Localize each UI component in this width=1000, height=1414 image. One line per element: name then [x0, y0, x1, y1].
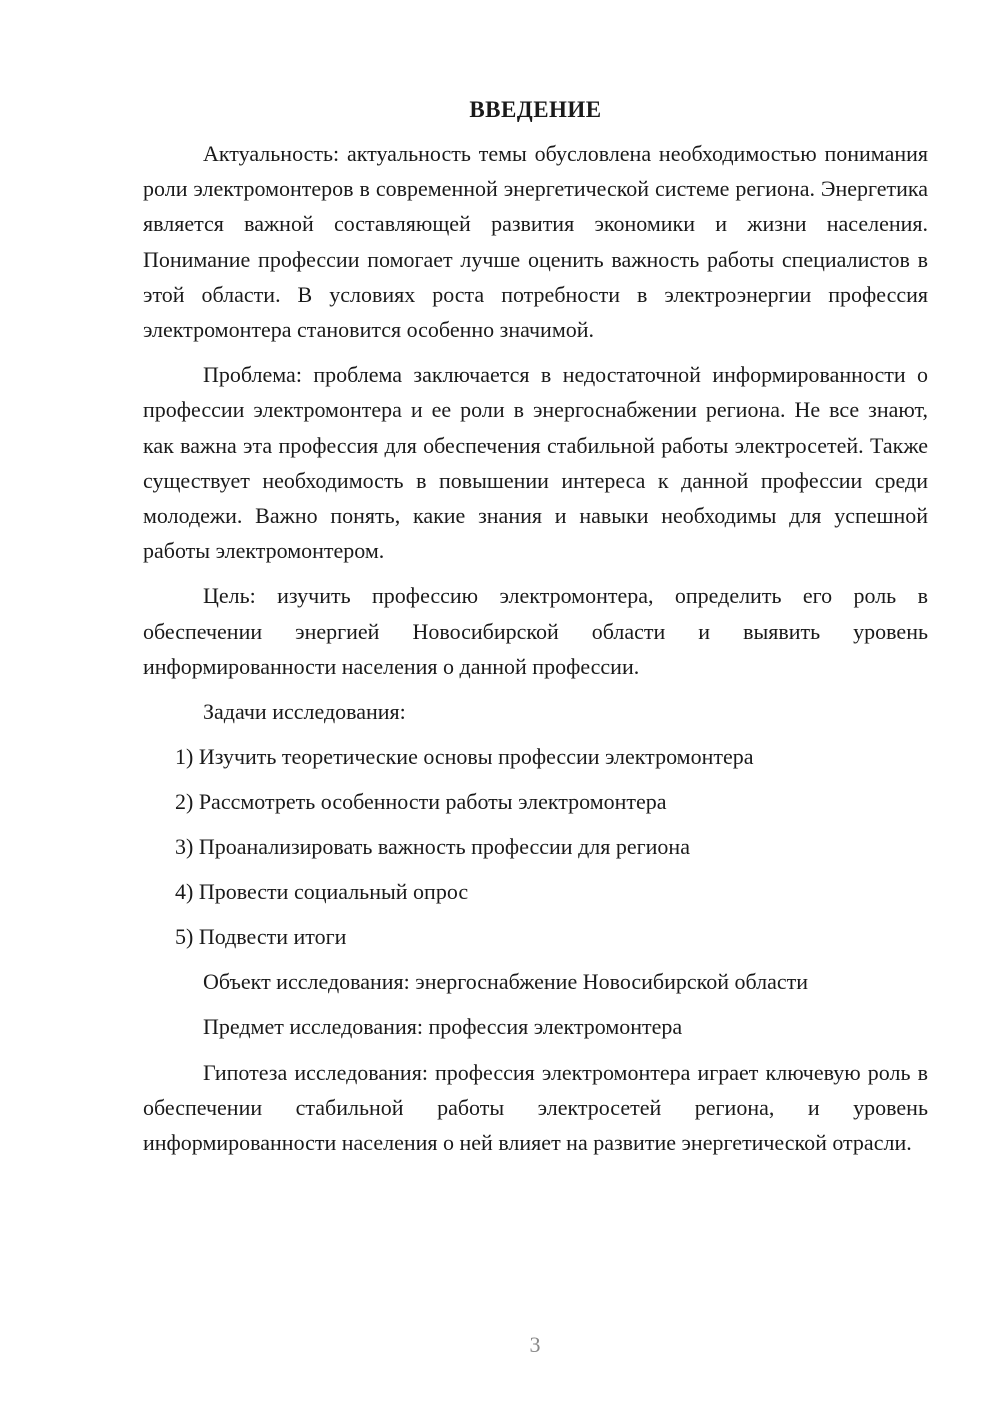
- page-number: 3: [529, 1332, 541, 1357]
- list-item: 3) Проанализировать важность профессии для региона: [175, 834, 690, 860]
- problem-paragraph: Проблема: проблема заключается в недостаточной информированности о профессии электромонтера и ее роли в энергоснабжении региона. Не все знают, как важна эта профессия для обеспечения стабильной работы электросетей. Также существует необходимость в повышении интереса к данной профессии среди молодежи. Важно понять, какие знания и навыки необходимы для успешной работы электромонтером.: [143, 362, 928, 564]
- relevance-paragraph: Актуальность: актуальность темы обусловлена необходимостью понимания роли электромонтеров в современной энергетической системе региона. Энергетика является важной составляющей развития экономики и жизни населения. Понимание профессии помогает лучше оценить важность работы специалистов в этой области. В условиях роста потребности в электроэнергии профессия электромонтера становится особенно значимой.: [143, 141, 928, 343]
- list-item: 5) Подвести итоги: [175, 924, 347, 950]
- hypothesis-paragraph: Гипотеза исследования: профессия электромонтера играет ключевую роль в обеспечении стабильной работы электросетей региона, и уровень информированности населения о ней влияет на развитие энергетической отрасли.: [143, 1059, 928, 1156]
- page-title: ВВЕДЕНИЕ: [469, 97, 602, 122]
- list-item: 1) Изучить теоретические основы профессии электромонтера: [175, 744, 754, 770]
- tasks-heading: Задачи исследования:: [203, 699, 406, 725]
- list-item: 2) Рассмотреть особенности работы электромонтера: [175, 789, 667, 815]
- goal-paragraph: Цель: изучить профессию электромонтера, определить его роль в обеспечении энергией Новосибирской области и выявить уровень информированности населения о данной профессии.: [143, 583, 928, 679]
- document-page: [143, 92, 928, 1160]
- object-paragraph: Объект исследования: энергоснабжение Новосибирской области: [203, 969, 809, 995]
- subject-paragraph: Предмет исследования: профессия электромонтера: [203, 1014, 683, 1040]
- list-item: 4) Провести социальный опрос: [175, 879, 469, 905]
- tasks-list: [143, 739, 928, 954]
